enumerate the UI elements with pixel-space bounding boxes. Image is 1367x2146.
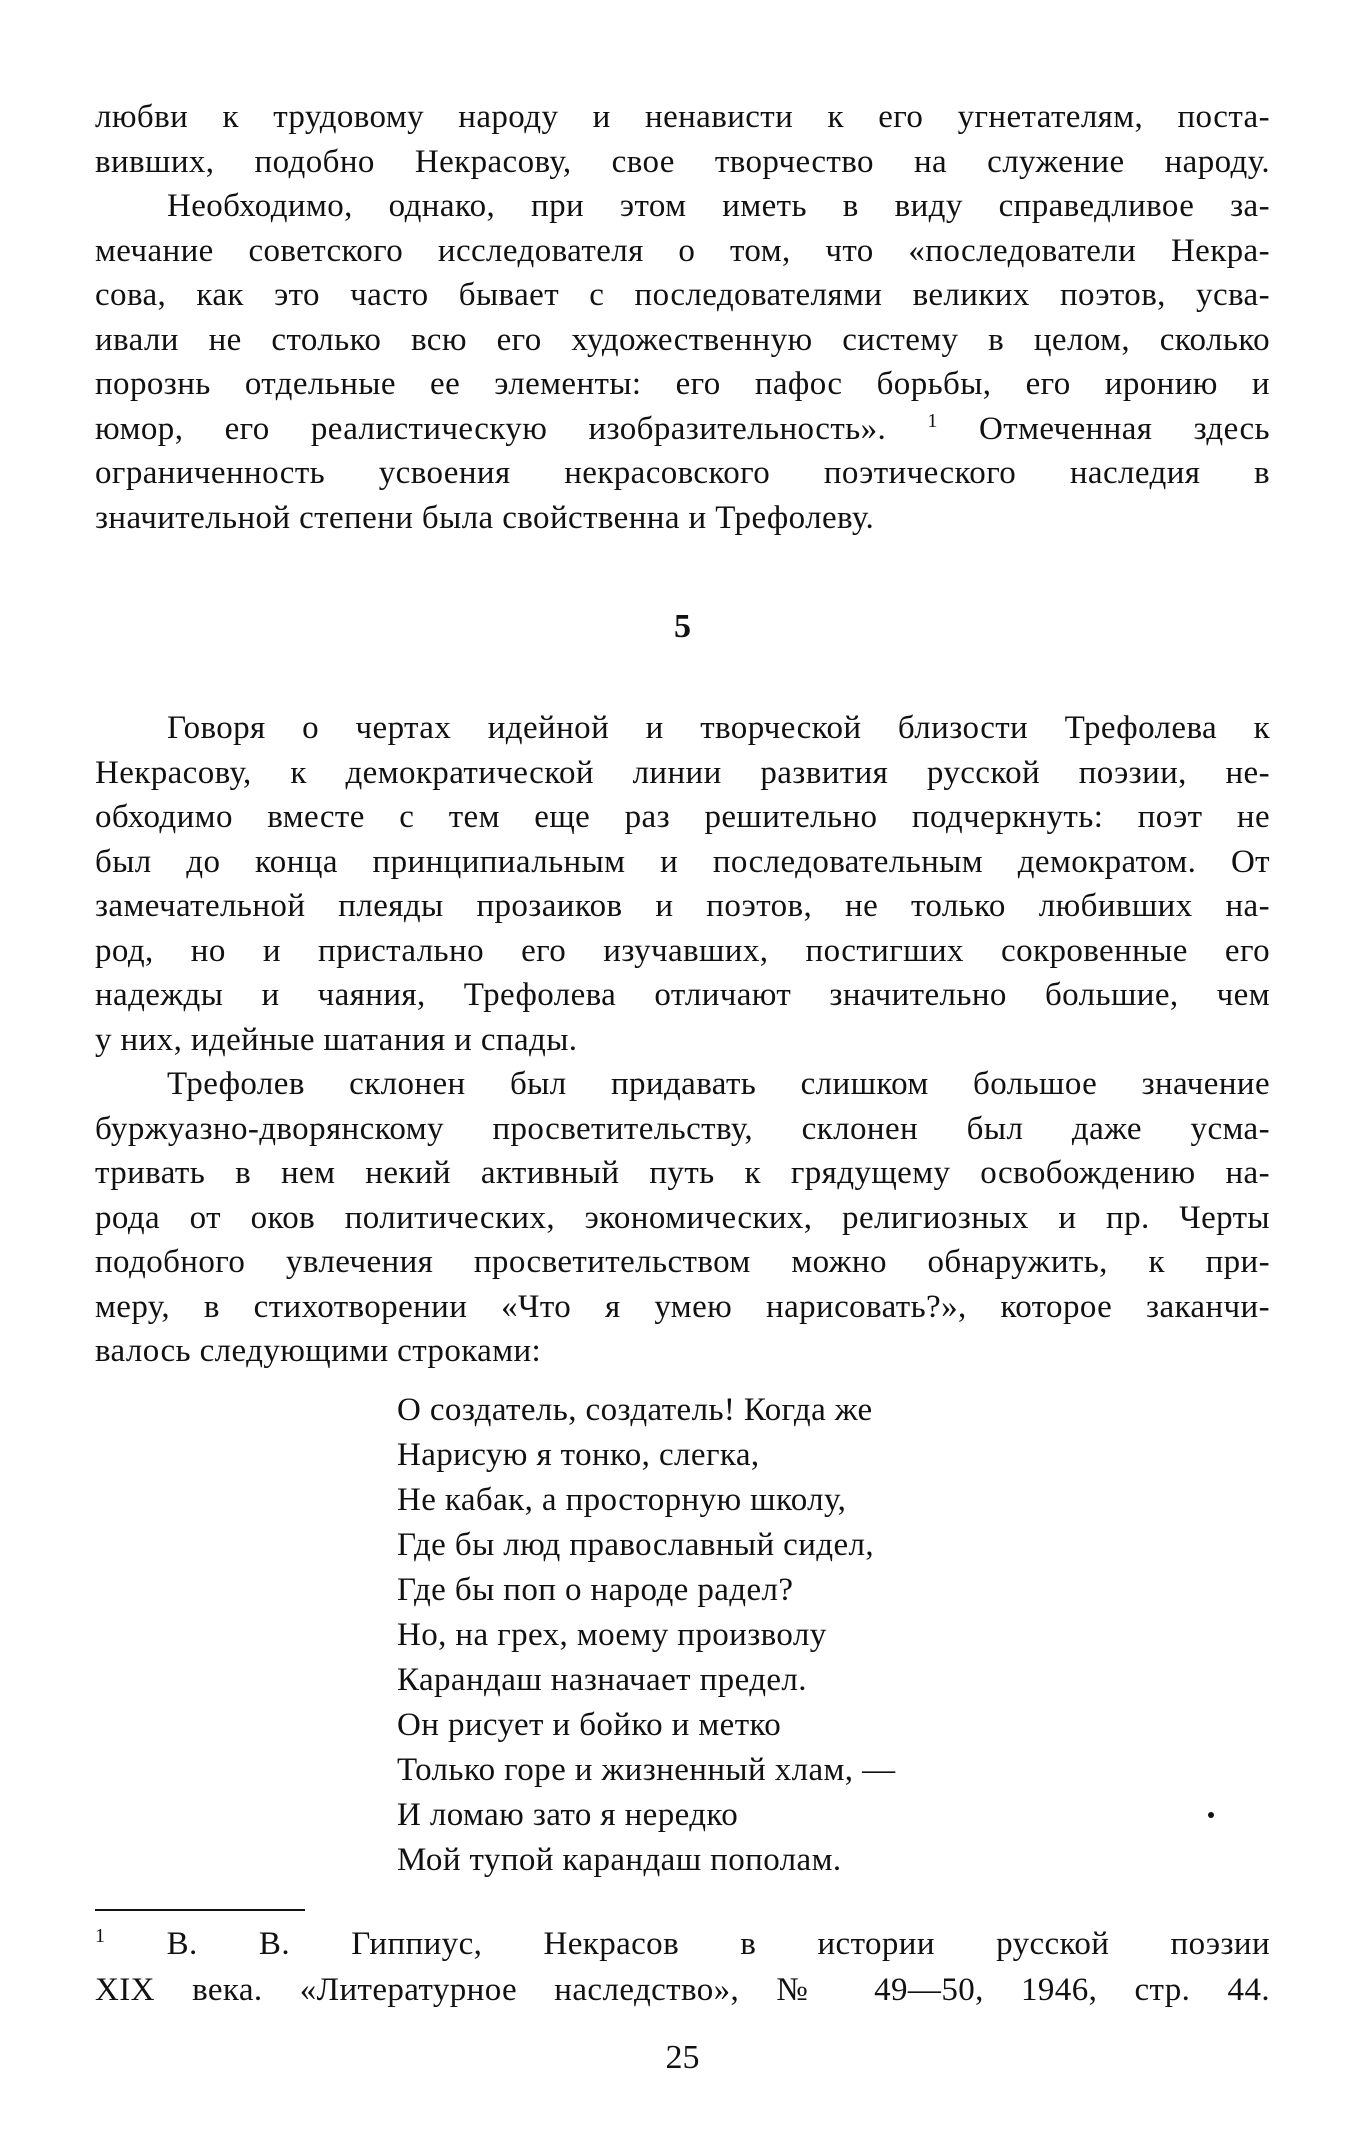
text-line: Необходимо, однако, при этом иметь в виду справедливое за- [167,188,1270,224]
text-line: рода от оков политических, экономических, религиозных и пр. Черты [95,1199,1270,1236]
text-line: Некрасову, к демократической линии развития русской поэзии, не- [95,754,1270,791]
text-line: валось следующими строками: [95,1333,542,1369]
poem-line: Но, на грех, моему произволу [397,1616,827,1653]
footnote-reference[interactable]: 1 [927,409,938,432]
poem-line: Мой тупой карандаш пополам. [397,1841,842,1878]
poem-line: О создатель, создатель! Когда же [397,1391,873,1428]
text-fragment: юмор, его реалистическую изобразительность». [95,410,928,447]
text-line: Трефолев склонен был придавать слишком большое значение [167,1066,1270,1102]
text-line: у них, идейные шатания и спады. [95,1021,578,1058]
paragraph [95,706,1270,1062]
footnote-line: XIX века. «Литературное наследство», № 49—50, 1946, стр. 44. [95,1971,1270,2008]
text-line: был до конца принципиальным и последовательным демократом. От [95,843,1270,880]
poem-quote [397,1388,1270,1883]
poem-line: И ломаю зато я нередко [397,1796,739,1833]
footnote-text: В. В. Гиппиус, Некрасов в истории русской поэзии [166,1925,1271,1962]
text-line-with-footnote-ref [95,407,1270,452]
poem-line: Где бы поп о народе радел? [397,1571,794,1608]
text-line: тривать в нем некий активный путь к грядущему освобождению на- [95,1155,1270,1191]
poem-line: Нарисую я тонко, слегка, [397,1436,760,1473]
text-line: Говоря о чертах идейной и творческой близости Трефолева к [167,710,1270,746]
text-line: мечание советского исследователя о том, что «последователи Некра- [95,232,1270,269]
text-line: порознь отдельные ее элементы: его пафос борьбы, его иронию и [95,366,1270,402]
text-fragment: Отмеченная здесь [979,410,1270,447]
text-line: подобного увлечения просветительством можно обнаружить, к при- [95,1244,1270,1280]
poem-line: Где бы люд православный сидел, [397,1526,875,1563]
text-line: значительной степени была свойственна и Трефолеву. [95,499,875,536]
text-line: буржуазно-дворянскому просветительству, склонен был даже усма- [95,1110,1270,1147]
poem-line: Не кабак, а просторную школу, [397,1481,847,1518]
paragraph [95,184,1270,540]
text-line: любви к трудовому народу и ненависти к его угнетателям, поста- [95,99,1270,135]
text-line: ограниченность усвоения некрасовского поэтического наследия в [95,455,1270,491]
footnote-divider [95,1909,305,1911]
footnote-marker: 1 [95,1924,106,1947]
text-line: надежды и чаяния, Трефолева отличают значительно большие, чем [95,977,1270,1013]
poem-line: Только горе и жизненный хлам, — [397,1751,896,1788]
poem-line: Он рисует и бойко и метко [397,1706,782,1743]
text-line: обходимо вместе с тем еще раз решительно подчеркнуть: поэт не [95,799,1270,835]
text-line: род, но и пристально его изучавших, постигших сокровенные его [95,932,1270,969]
text-line: сова, как это часто бывает с последователями великих поэтов, усва- [95,277,1270,313]
text-line: ивали не столько всю его художественную систему в целом, сколько [95,321,1270,358]
book-page [95,95,1270,2077]
text-line: меру, в стихотворении «Что я умею нарисовать?», которое заканчи- [95,1288,1270,1325]
page-number: 25 [665,2038,700,2076]
section-number: 5 [674,608,691,645]
text-line: замечательной плеяды прозаиков и поэтов, не только любивших на- [95,888,1270,924]
footnote-line [95,1921,1270,1967]
paragraph [95,1062,1270,1374]
text-line: вивших, подобно Некрасову, свое творчество на служение народу. [95,143,1270,180]
print-speck [1208,1812,1214,1818]
poem-line: Карандаш назначает предел. [397,1661,807,1698]
footnote [95,1921,1270,2013]
paragraph-continuation [95,95,1270,184]
